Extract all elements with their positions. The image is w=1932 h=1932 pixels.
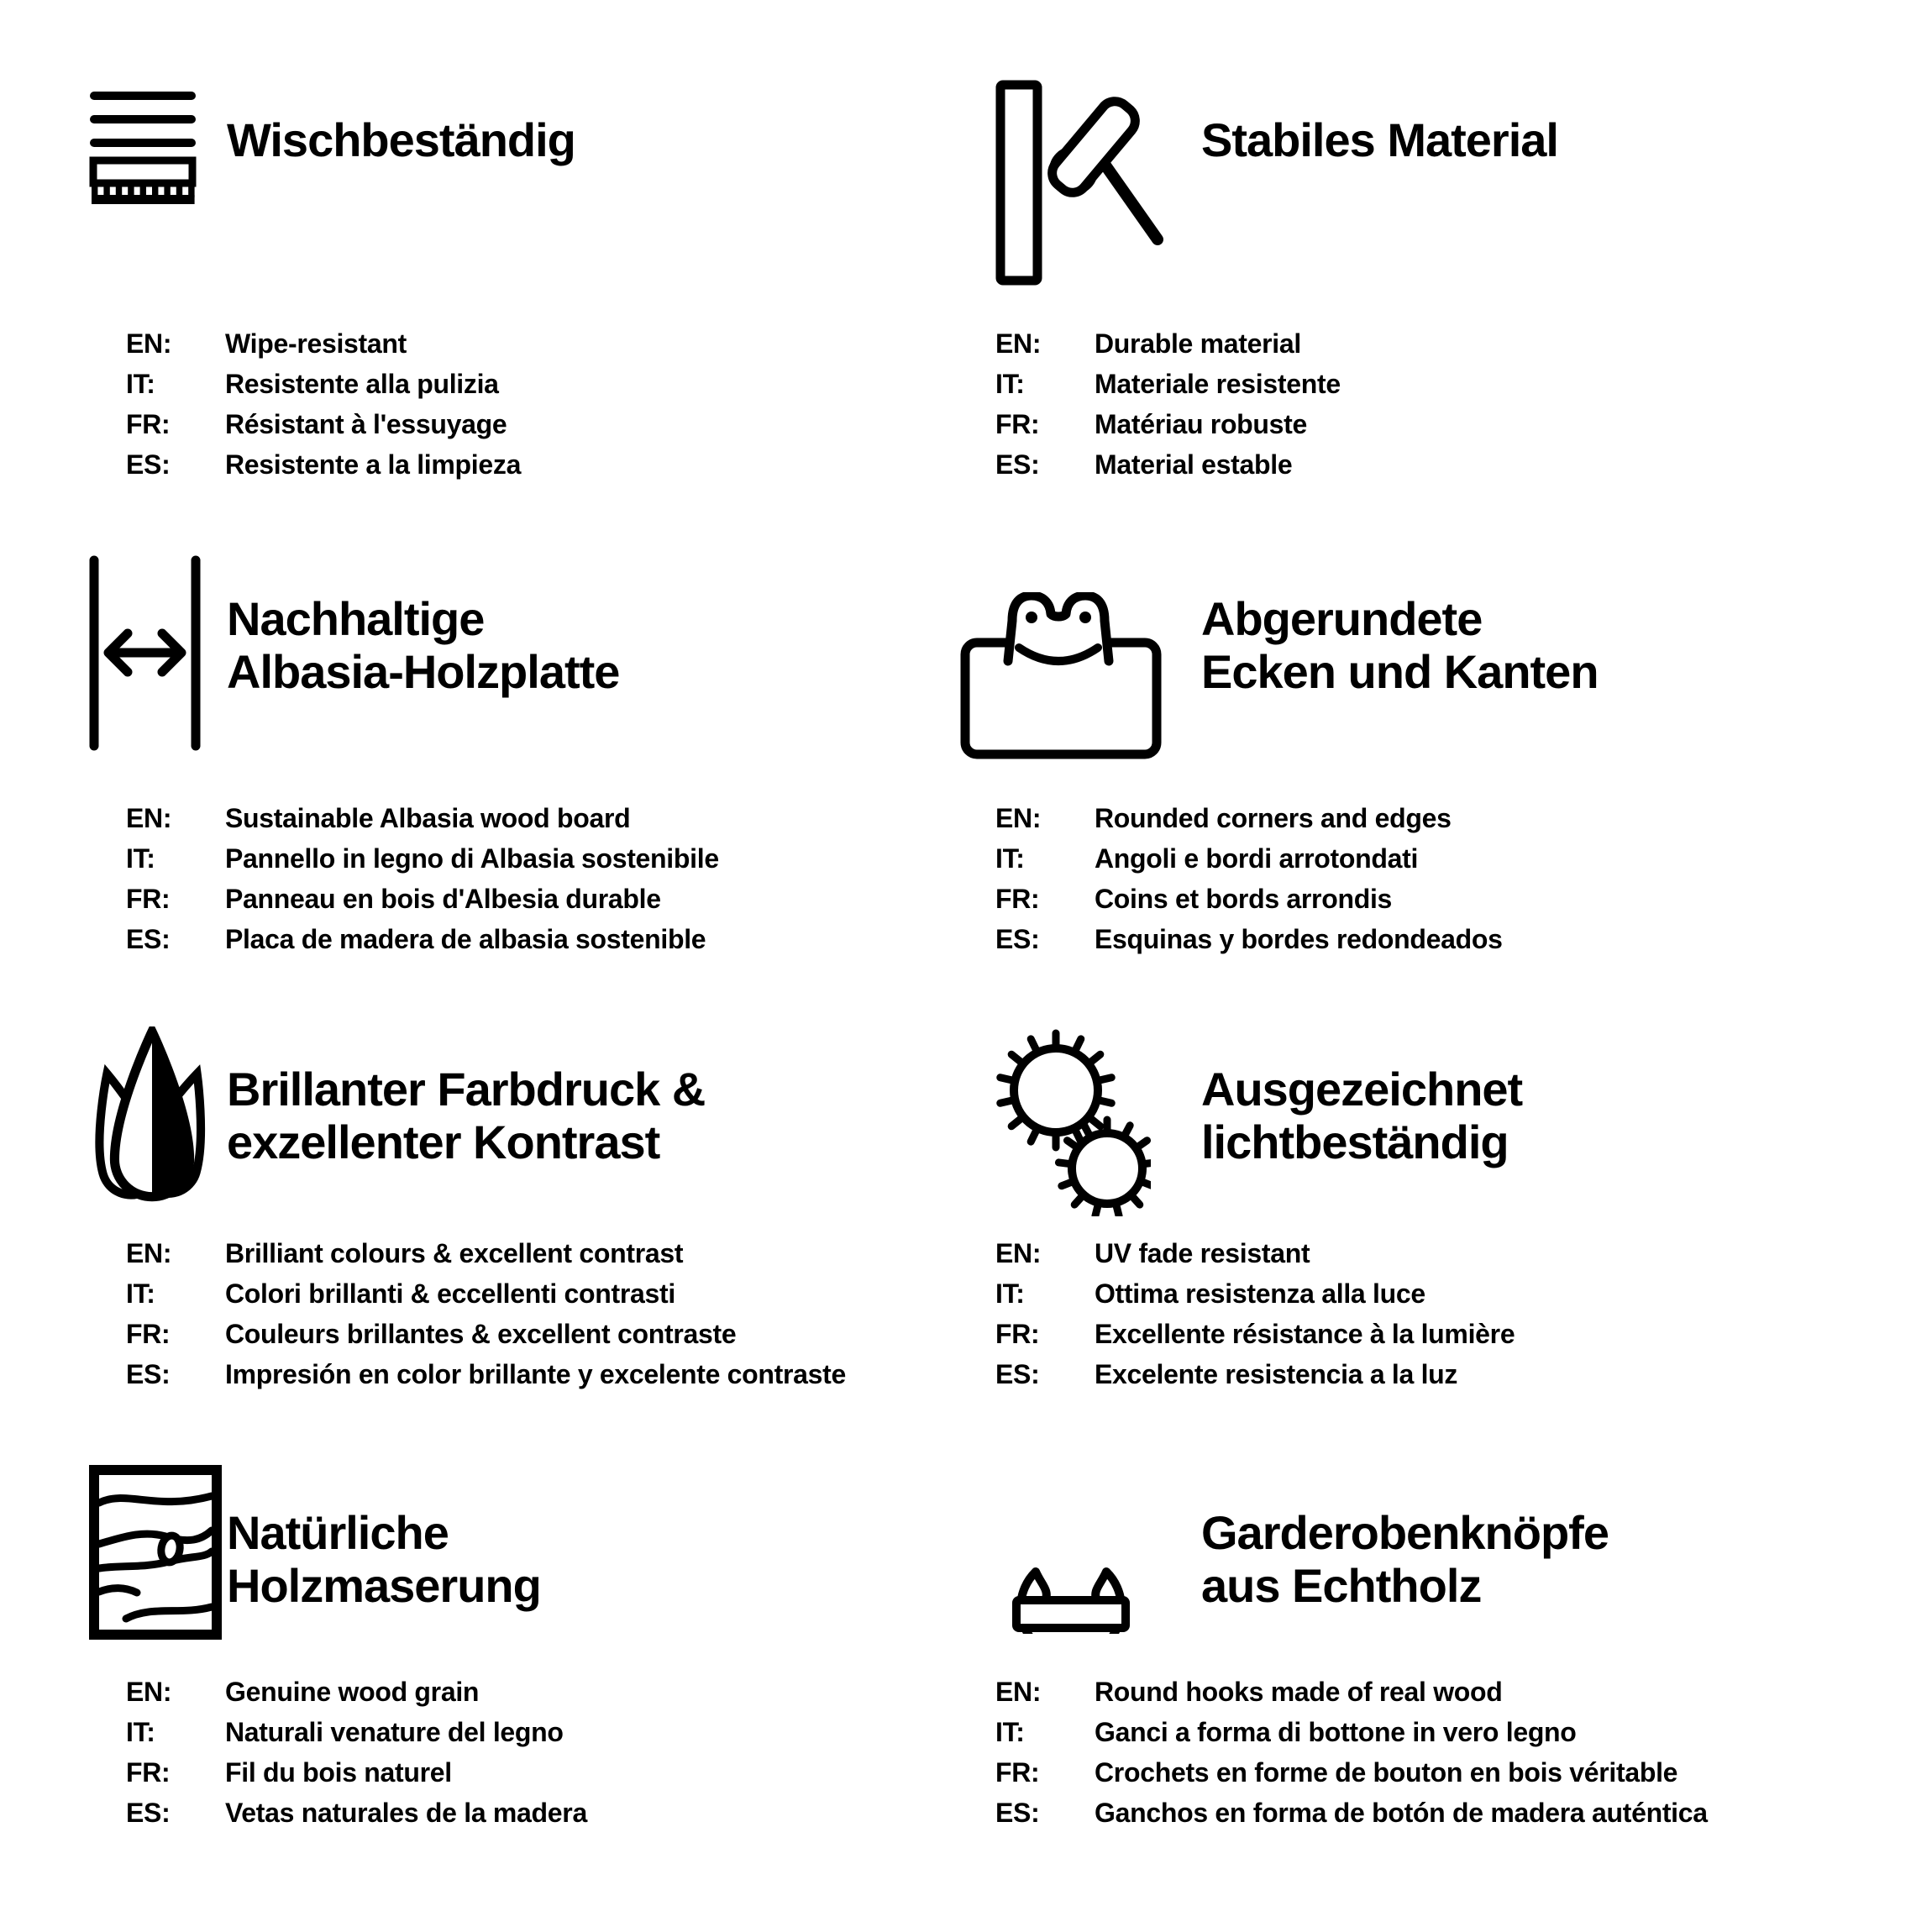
lang-code: IT: [126,843,155,874]
frog-board-icon [960,592,1162,760]
language-list [126,1672,587,1833]
language-list [126,1233,846,1394]
lang-text: Excellente résistance à la lumière [1095,1319,1515,1349]
lang-text: Fil du bois naturel [225,1757,452,1788]
title-line: aus Echtholz [1201,1559,1482,1612]
title-line: Ausgezeichnet [1201,1063,1523,1116]
title-line: Ecken und Kanten [1201,645,1599,698]
lang-code: ES: [126,1798,171,1828]
language-list [126,323,521,485]
title-line: Nachhaltige [227,592,485,645]
lang-text: Angoli e bordi arrotondati [1095,843,1419,874]
feature-title [227,113,575,166]
lang-text: Coins et bords arrondis [1095,884,1393,914]
lang-text: Materiale resistente [1095,369,1341,399]
title-line: Brillanter Farbdruck & [227,1063,706,1116]
lang-code: ES: [126,924,171,954]
lang-code: EN: [995,328,1042,359]
width-arrow-icon [88,554,202,752]
colour-drops-icon [88,1026,216,1210]
lang-code: FR: [995,1757,1040,1788]
lang-code: EN: [995,803,1042,833]
lang-text: Vetas naturales de la madera [225,1798,587,1828]
lang-code: ES: [126,449,171,480]
lang-code: FR: [126,1757,171,1788]
lang-text: Sustainable Albasia wood board [225,803,631,833]
lang-code: ES: [995,1359,1040,1389]
lang-text: Naturali venature del legno [225,1717,564,1747]
lang-code: IT: [126,1717,155,1747]
title-line: Natürliche [227,1506,449,1559]
title-line: Wischbeständig [227,113,575,166]
lang-text: Placa de madera de albasia sostenible [225,924,706,954]
lang-text: Crochets en forme de bouton en bois véritable [1095,1757,1678,1788]
lang-code: EN: [995,1677,1042,1707]
title-line: lichtbeständig [1201,1116,1509,1168]
lang-code: IT: [126,369,155,399]
lang-code: FR: [995,409,1040,439]
lang-code: FR: [126,409,171,439]
lang-text: Ganchos en forma de botón de madera auténtica [1095,1798,1708,1828]
feature-title [227,1506,541,1612]
lang-text: Material estable [1095,449,1293,480]
language-list [995,1233,1515,1394]
lang-code: EN: [126,803,172,833]
lang-code: FR: [995,1319,1040,1349]
feature-title [227,592,619,698]
lang-code: IT: [995,843,1025,874]
language-list [126,798,719,959]
wood-knob-icon [991,1464,1151,1634]
title-line: Holzmaserung [227,1559,541,1612]
feature-title [1201,113,1558,166]
lang-text: Brilliant colours & excellent contrast [225,1238,684,1268]
lang-code: IT: [995,369,1025,399]
lang-code: EN: [126,1677,172,1707]
lang-text: Colori brillanti & eccellenti contrasti [225,1278,675,1309]
lang-code: EN: [126,328,172,359]
hammer-board-icon [995,80,1172,286]
lang-code: FR: [126,884,171,914]
title-line: Albasia-Holzplatte [227,645,620,698]
lang-code: ES: [995,449,1040,480]
lang-text: UV fade resistant [1095,1238,1310,1268]
lang-code: IT: [995,1278,1025,1309]
lang-code: FR: [995,884,1040,914]
lang-text: Round hooks made of real wood [1095,1677,1503,1707]
lang-text: Resistente alla pulizia [225,369,499,399]
uv-suns-icon [995,1023,1151,1216]
lang-text: Genuine wood grain [225,1677,480,1707]
lang-code: IT: [995,1717,1025,1747]
lang-text: Durable material [1095,328,1301,359]
lang-code: IT: [126,1278,155,1309]
lang-text: Rounded corners and edges [1095,803,1452,833]
wipe-brush-icon [88,88,197,206]
feature-title [1201,592,1599,698]
title-line: exzellenter Kontrast [227,1116,660,1168]
lang-text: Resistente a la limpieza [225,449,522,480]
language-list [995,1672,1708,1833]
lang-text: Pannello in legno di Albasia sostenibile [225,843,719,874]
lang-text: Résistant à l'essuyage [225,409,507,439]
lang-text: Excelente resistencia a la luz [1095,1359,1458,1389]
lang-text: Wipe-resistant [225,328,407,359]
lang-text: Esquinas y bordes redondeados [1095,924,1503,954]
language-list [995,323,1341,485]
lang-text: Ganci a forma di bottone in vero legno [1095,1717,1577,1747]
lang-code: FR: [126,1319,171,1349]
lang-code: ES: [126,1359,171,1389]
title-line: Garderobenknöpfe [1201,1506,1609,1559]
lang-text: Ottima resistenza alla luce [1095,1278,1425,1309]
language-list [995,798,1503,959]
lang-text: Matériau robuste [1095,409,1308,439]
lang-text: Panneau en bois d'Albesia durable [225,884,661,914]
lang-code: ES: [995,1798,1040,1828]
lang-code: EN: [995,1238,1042,1268]
lang-text: Couleurs brillantes & excellent contraste [225,1319,737,1349]
lang-code: EN: [126,1238,172,1268]
wood-grain-icon [88,1464,223,1641]
lang-text: Impresión en color brillante y excelente contraste [225,1359,847,1389]
lang-code: ES: [995,924,1040,954]
title-line: Abgerundete [1201,592,1483,645]
feature-title [227,1063,705,1168]
feature-title [1201,1506,1609,1612]
feature-title [1201,1063,1522,1168]
title-line: Stabiles Material [1201,113,1558,166]
